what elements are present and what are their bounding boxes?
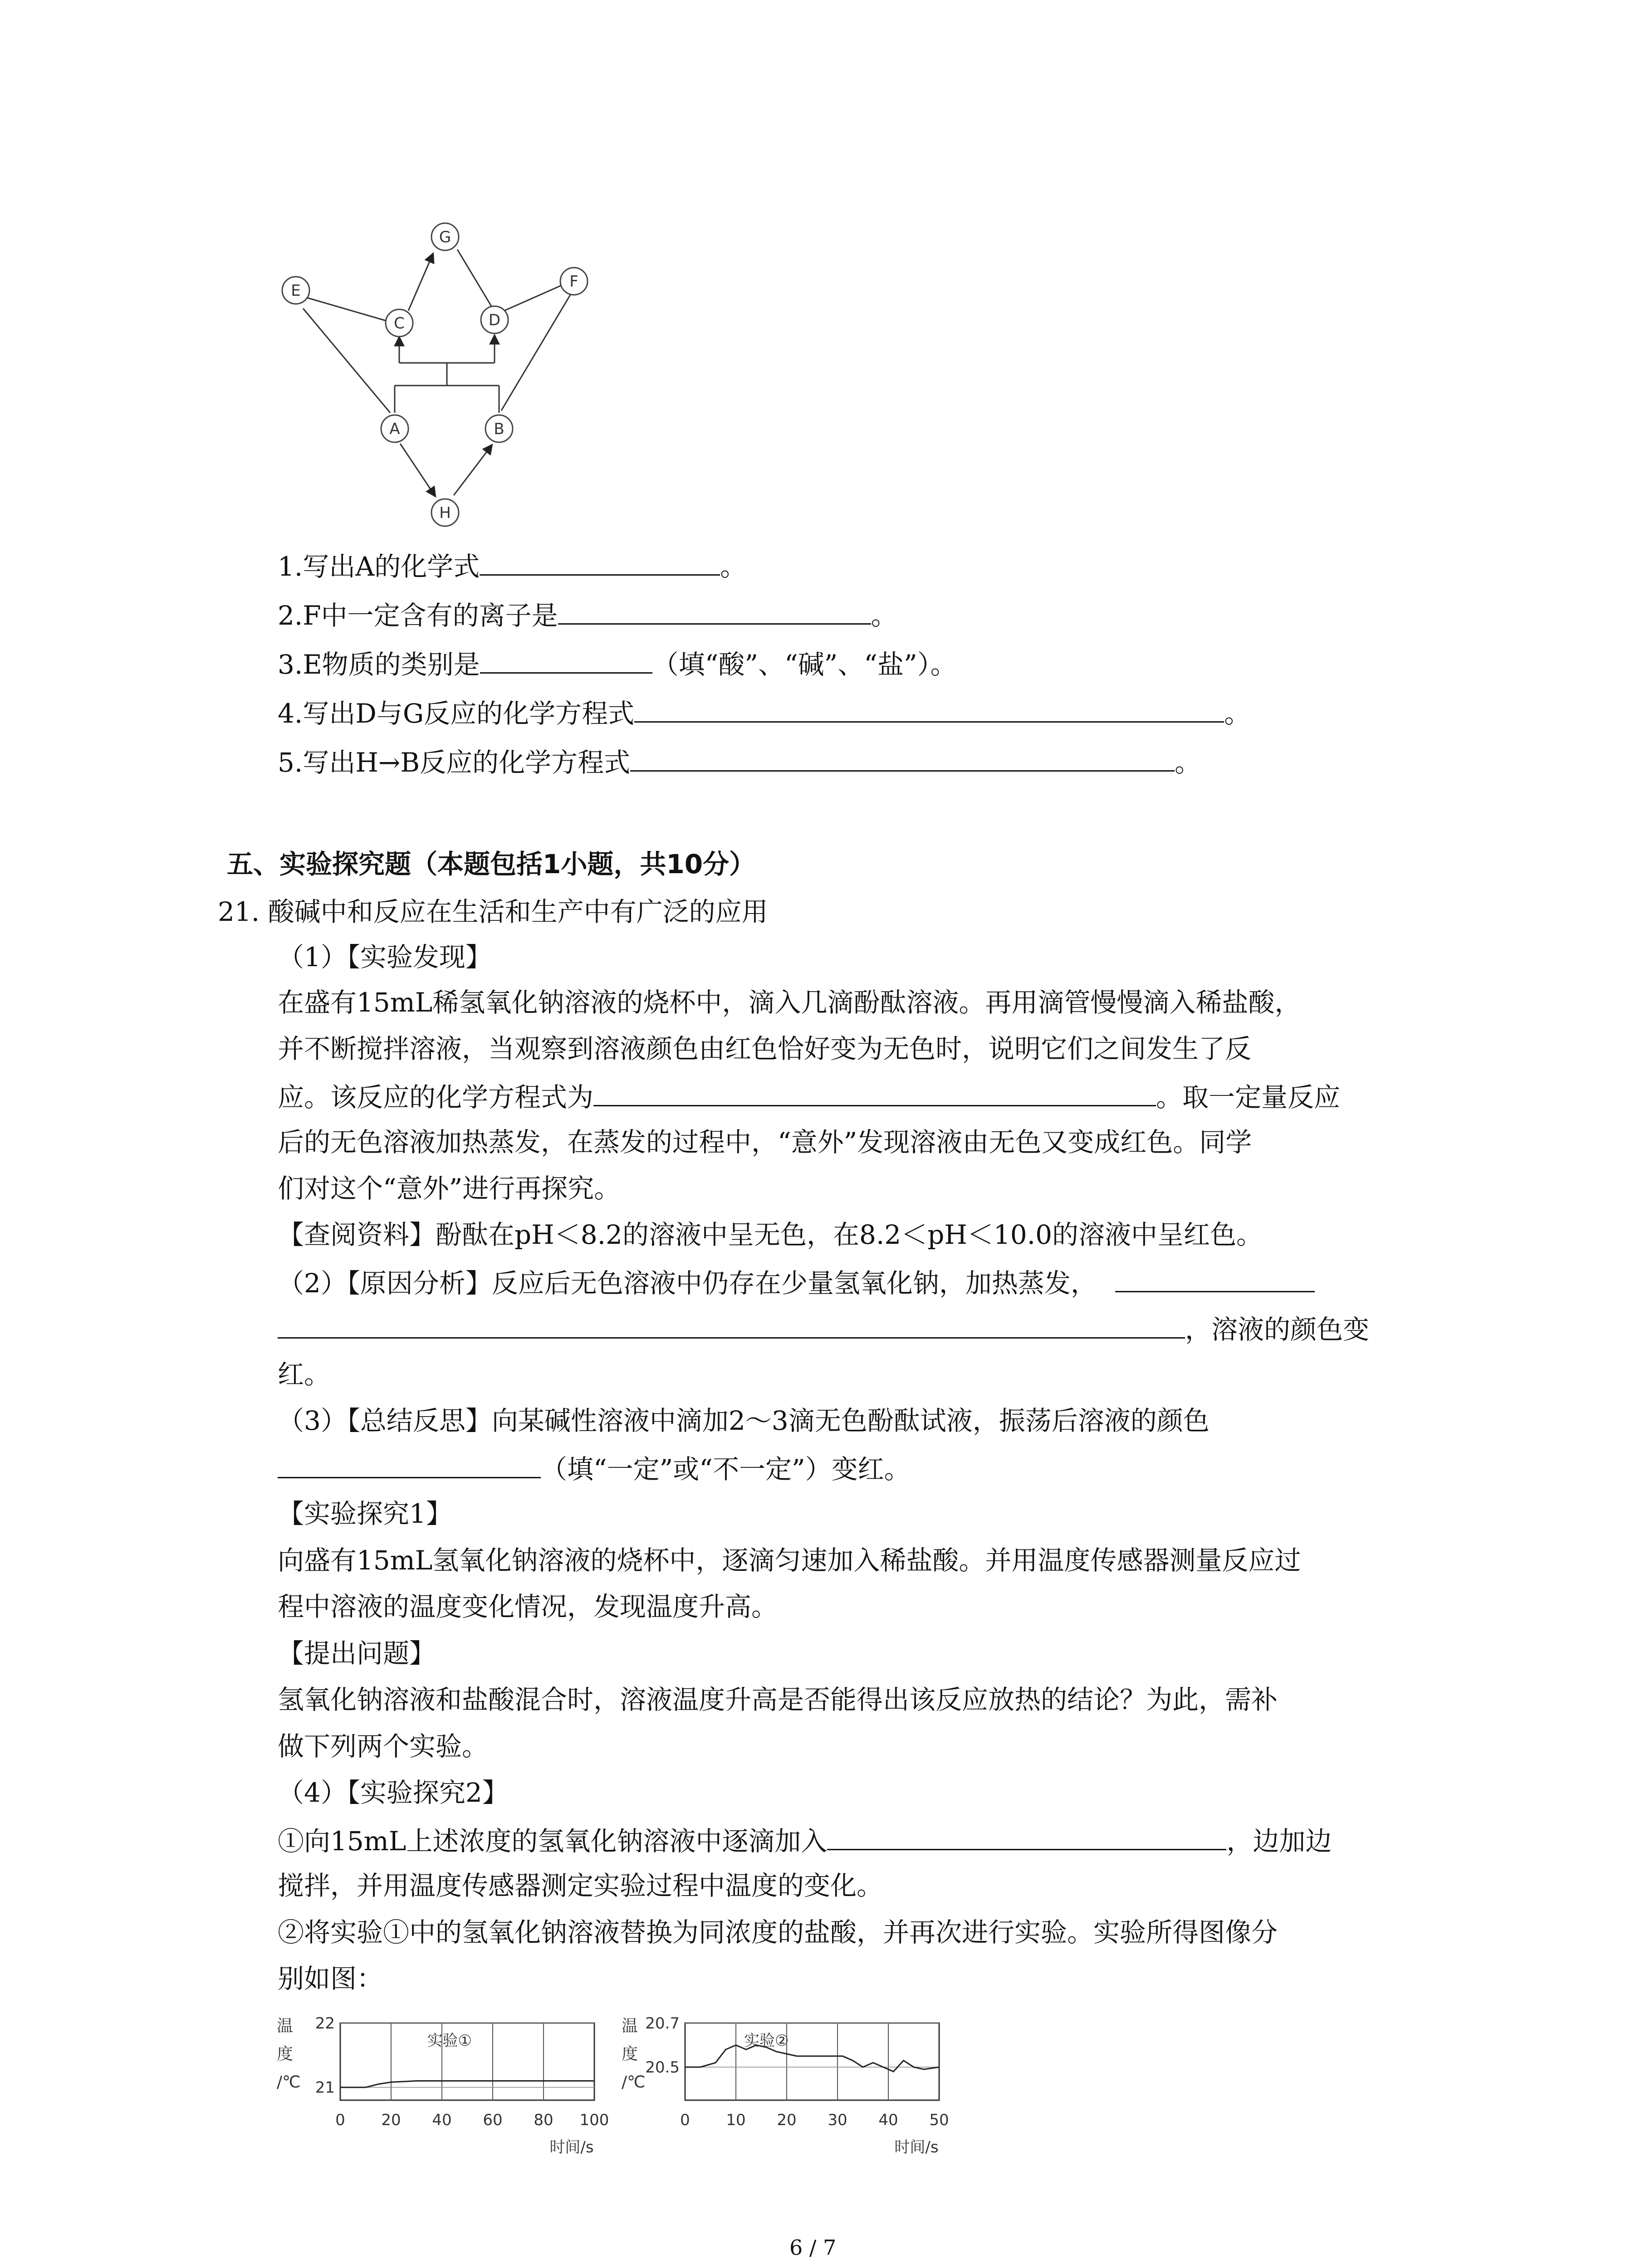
node-e-label: E [291, 282, 301, 300]
chart1-y-axis-label: /℃ [277, 2073, 301, 2092]
chart2-y-axis-label: 度 [622, 2045, 638, 2063]
answer-blank[interactable] [630, 745, 1175, 772]
chart2-x-tick-label: 20 [777, 2111, 797, 2129]
edge-f-b [501, 295, 570, 411]
temperature-chart-experiment-1 [272, 2005, 626, 2177]
part-3-line-2-text: （填“一定”或“不一定”）变红。 [541, 1454, 911, 1485]
part-4-label: （4）【实验探究2】 [278, 1777, 509, 1808]
chart1-x-axis-label: 时间/s [549, 2138, 594, 2156]
section-heading: 五、实验探究题（本题包括1小题，共10分） [227, 849, 756, 880]
edge-g-d [457, 249, 491, 306]
q20-item-2 [278, 598, 897, 631]
q20-item-5-end: 。 [1175, 747, 1201, 778]
exp1-label: 【实验探究1】 [278, 1498, 452, 1529]
node-f-label: F [569, 273, 578, 291]
chart2-x-tick-label: 40 [878, 2111, 898, 2129]
chart2-x-axis-label: 时间/s [894, 2138, 939, 2156]
chart2-y-tick-label: 20.7 [645, 2014, 680, 2033]
reference-note: 【查阅资料】酚酞在pH＜8.2的溶液中呈无色，在8.2＜pH＜10.0的溶液中呈红色。 [278, 1219, 1263, 1250]
chart2-y-axis-label: 温 [622, 2017, 638, 2035]
chart1-series-line [340, 2081, 594, 2087]
conclusion-blank[interactable] [278, 1452, 541, 1478]
part-4-line-2: 搅拌，并用温度传感器测定实验过程中温度的变化。 [278, 1870, 883, 1901]
part-1-label: （1）【实验发现】 [278, 942, 492, 973]
node-c-label: C [394, 314, 405, 332]
node-g-label: G [439, 228, 451, 246]
part-2-line-2-text: ，溶液的颜色变 [1185, 1314, 1370, 1345]
question-line-1: 氢氧化钠溶液和盐酸混合时，溶液温度升高是否能得出该反应放热的结论？为此，需补 [278, 1684, 1278, 1715]
reaction-relationship-diagram [272, 218, 599, 535]
answer-blank[interactable] [480, 549, 720, 576]
reagent-blank[interactable] [827, 1823, 1226, 1850]
part-2-line-2 [278, 1312, 1369, 1345]
chart1-annotation: 实验① [427, 2032, 472, 2050]
node-a-label: A [389, 420, 400, 438]
part-3-line-1: （3）【总结反思】向某碱性溶液中滴加2～3滴无色酚酞试液，振荡后溶液的颜色 [278, 1405, 1210, 1436]
edge-e-a [303, 308, 390, 413]
chart1-y-axis-label: 度 [277, 2045, 294, 2063]
part-1-line-3-text: 应。该反应的化学方程式为 [278, 1082, 594, 1113]
part-1-line-5: 们对这个“意外”进行再探究。 [278, 1173, 621, 1204]
q20-item-2-text: 2.F中一定含有的离子是 [278, 600, 558, 631]
chart2-x-tick-label: 10 [726, 2111, 746, 2129]
chart2-x-tick-label: 0 [680, 2111, 690, 2129]
node-d-label: D [488, 311, 501, 329]
edge-h-b [454, 445, 492, 495]
part-3-line-2 [278, 1452, 911, 1485]
q20-item-1 [278, 549, 746, 582]
question-label: 【提出问题】 [278, 1638, 436, 1669]
q20-item-1-text: 1.写出A的化学式 [278, 551, 480, 582]
part-2-line-3: 红。 [278, 1359, 331, 1390]
part-4-line-1-end: ，边加边 [1226, 1826, 1332, 1857]
temperature-chart-experiment-2 [617, 2005, 971, 2177]
edge-c-g [408, 253, 433, 311]
reason-blank-2[interactable] [278, 1312, 1185, 1339]
q20-item-4-end: 。 [1224, 698, 1251, 729]
chart1-y-tick-label: 21 [315, 2078, 335, 2097]
part-1-line-3-end: 。取一定量反应 [1156, 1082, 1341, 1113]
q20-item-5 [278, 745, 1201, 778]
question-line-2: 做下列两个实验。 [278, 1731, 489, 1762]
part-1-line-3 [278, 1080, 1340, 1113]
part-1-line-2: 并不断搅拌溶液，当观察到溶液颜色由红色恰好变为无色时，说明它们之间发生了反 [278, 1033, 1252, 1064]
part-4-line-1-text: ①向15mL上述浓度的氢氧化钠溶液中逐滴加入 [278, 1826, 828, 1857]
exp1-line-1: 向盛有15mL氢氧化钠溶液的烧杯中，逐滴匀速加入稀盐酸。并用温度传感器测量反应过 [278, 1545, 1301, 1576]
chart1-x-tick-label: 20 [381, 2111, 401, 2129]
node-b-label: B [494, 420, 505, 438]
chart1-y-axis-label: 温 [277, 2017, 294, 2035]
part-4-line-1 [278, 1823, 1332, 1857]
exp1-line-2: 程中溶液的温度变化情况，发现温度升高。 [278, 1591, 778, 1622]
chart2-x-tick-label: 30 [828, 2111, 847, 2129]
part-2-line-1 [278, 1266, 1315, 1299]
chart1-x-tick-label: 80 [534, 2111, 554, 2129]
chart1-x-tick-label: 100 [579, 2111, 609, 2129]
reason-blank-1[interactable] [1115, 1266, 1315, 1292]
chart1-x-tick-label: 0 [335, 2111, 345, 2129]
edge-f-d [499, 285, 563, 313]
page-number: 6 / 7 [789, 2235, 837, 2260]
part-2-line-1-text: （2）【原因分析】反应后无色溶液中仍存在少量氢氧化钠，加热蒸发， [278, 1268, 1097, 1299]
chart2-y-tick-label: 20.5 [645, 2058, 680, 2077]
q20-item-1-end: 。 [720, 551, 747, 582]
q20-item-4 [278, 696, 1250, 729]
q20-item-2-end: 。 [871, 600, 897, 631]
answer-blank[interactable] [634, 696, 1224, 723]
chart2-annotation: 实验② [744, 2032, 789, 2050]
chart1-y-tick-label: 22 [315, 2014, 335, 2033]
edge-e-c [305, 297, 394, 323]
question-21-title: 21. 酸碱中和反应在生活和生产中有广泛的应用 [218, 896, 768, 927]
chart2-x-tick-label: 50 [929, 2111, 949, 2129]
q20-item-5-text: 5.写出H→B反应的化学方程式 [278, 747, 631, 778]
node-h-label: H [439, 504, 451, 522]
part-1-line-1: 在盛有15mL稀氢氧化钠溶液的烧杯中，滴入几滴酚酞溶液。再用滴管慢慢滴入稀盐酸， [278, 987, 1301, 1018]
chart1-x-tick-label: 60 [483, 2111, 503, 2129]
q20-item-3-text: 3.E物质的类别是 [278, 649, 480, 680]
equation-blank[interactable] [593, 1080, 1156, 1106]
edge-a-h [400, 444, 436, 497]
chart2-y-axis-label: /℃ [622, 2073, 646, 2092]
q20-item-3 [278, 647, 957, 680]
part-1-line-4: 后的无色溶液加热蒸发，在蒸发的过程中，“意外”发现溶液由无色又变成红色。同学 [278, 1127, 1252, 1158]
part-4-line-4: 别如图： [278, 1963, 383, 1994]
part-4-line-3: ②将实验①中的氢氧化钠溶液替换为同浓度的盐酸，并再次进行实验。实验所得图像分 [278, 1917, 1278, 1948]
chart2-series-line [685, 2045, 939, 2072]
q20-item-3-end: （填“酸”、“碱”、“盐”）。 [652, 649, 957, 680]
chart1-x-tick-label: 40 [432, 2111, 452, 2129]
q20-item-4-text: 4.写出D与G反应的化学方程式 [278, 698, 635, 729]
answer-blank[interactable] [558, 598, 871, 625]
answer-blank[interactable] [480, 647, 652, 674]
chart2-frame [685, 2023, 939, 2100]
